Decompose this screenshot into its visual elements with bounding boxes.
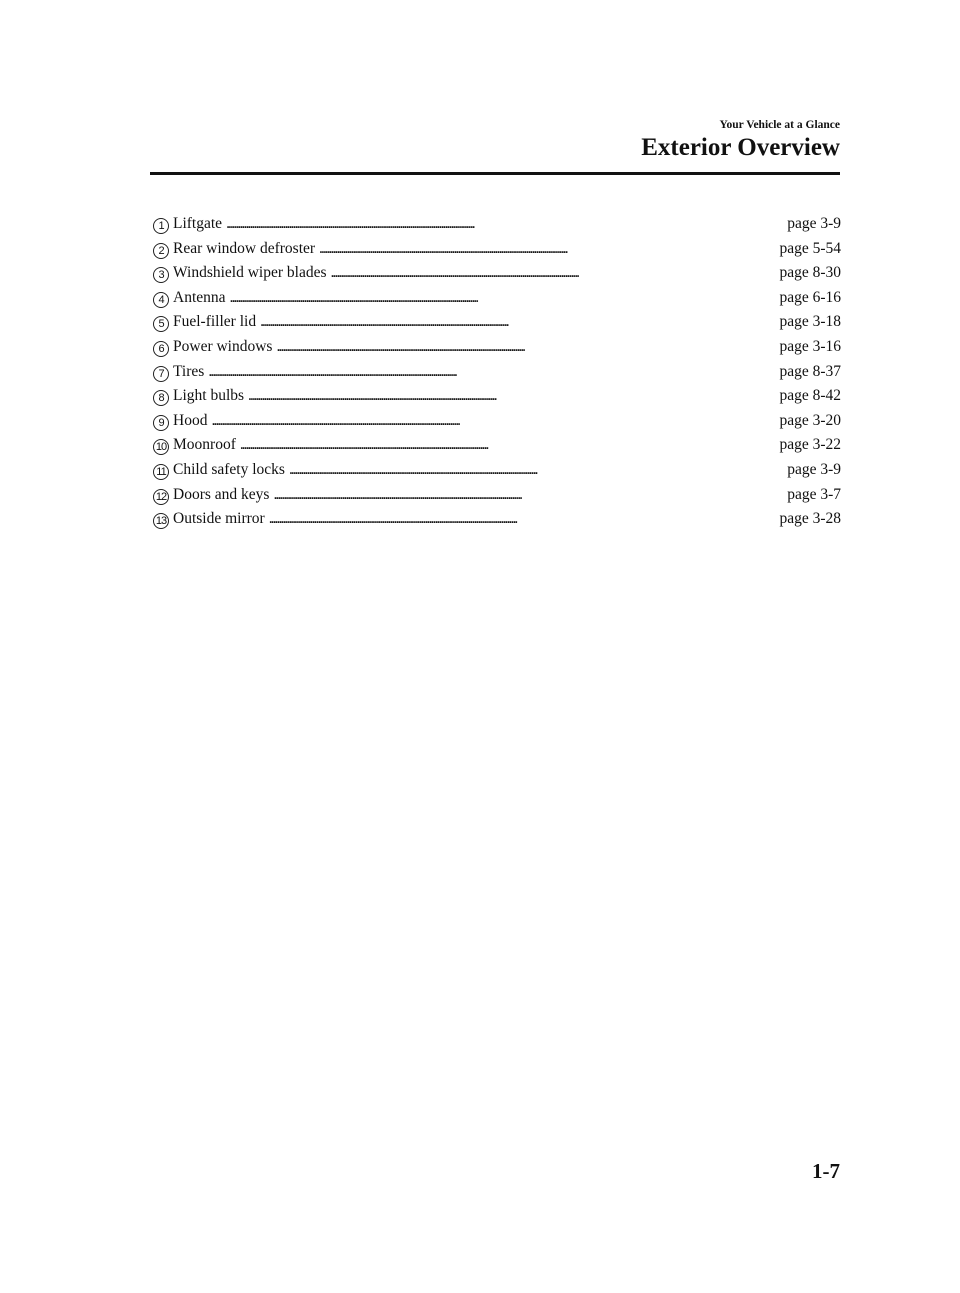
item-page-ref: page 3-18 [779, 313, 841, 331]
item-number-badge: 3 [153, 267, 169, 283]
list-item [153, 261, 841, 286]
list-item [153, 212, 841, 237]
item-label: Liftgate [173, 215, 223, 232]
item-label: Hood [173, 411, 208, 429]
list-item [153, 409, 841, 434]
dot-leader [248, 384, 775, 409]
dot-leader [226, 212, 783, 237]
dot-leader [330, 261, 775, 286]
list-item [153, 335, 841, 360]
dot-leader [273, 483, 783, 508]
item-number-badge: 7 [153, 366, 169, 382]
item-number-badge: 4 [153, 292, 169, 308]
item-page-ref: page 3-20 [779, 411, 841, 429]
item-number-badge: 5 [153, 316, 169, 332]
header-divider [150, 172, 840, 175]
item-page-ref: page 3-28 [779, 510, 841, 528]
item-label: Antenna [173, 288, 226, 306]
section-label: Your Vehicle at a Glance [719, 119, 840, 131]
list-item [153, 286, 841, 311]
list-item [153, 507, 841, 532]
item-page-ref: page 6-16 [779, 288, 841, 306]
item-label: Child safety locks [173, 460, 285, 478]
dot-leader [289, 458, 783, 483]
list-item [153, 384, 841, 409]
item-label: Rear window defroster [173, 239, 316, 257]
header-section [641, 118, 840, 163]
item-label: Doors and keys [173, 485, 270, 503]
reference-list [153, 212, 841, 532]
dot-leader [208, 360, 775, 385]
item-label: Windshield wiper blades [173, 264, 327, 282]
dot-leader [319, 237, 775, 262]
item-number-badge: 10 [153, 439, 169, 455]
item-label: Outside mirror [173, 510, 265, 528]
list-item [153, 483, 841, 508]
list-item [153, 237, 841, 262]
list-item [153, 310, 841, 335]
item-page-ref: page 3-16 [779, 337, 841, 355]
dot-leader [260, 310, 775, 335]
item-number-badge: 13 [153, 513, 169, 529]
list-item [153, 433, 841, 458]
page-number: 1-7 [812, 1159, 840, 1183]
item-label: Power windows [173, 337, 273, 355]
item-label: Moonroof [173, 436, 236, 454]
item-page-ref: page 8-42 [779, 387, 841, 405]
item-number-badge: 9 [153, 415, 169, 431]
item-label: Fuel-filler lid [173, 313, 257, 331]
item-page-ref: page 3-7 [787, 485, 841, 503]
item-page-ref: page 8-37 [779, 362, 841, 380]
item-number-badge: 6 [153, 341, 169, 357]
item-page-ref: page 3-9 [787, 460, 841, 478]
page-title: Exterior Overview [641, 134, 840, 161]
item-number-badge: 1 [153, 218, 169, 234]
item-number-badge: 12 [153, 489, 169, 505]
dot-leader [230, 286, 776, 311]
dot-leader [276, 335, 775, 360]
item-page-ref: page 3-9 [787, 215, 841, 232]
item-page-ref: page 5-54 [779, 239, 841, 257]
dot-leader [240, 433, 776, 458]
item-page-ref: page 3-22 [779, 436, 841, 454]
dot-leader [211, 409, 775, 434]
list-item [153, 360, 841, 385]
item-number-badge: 8 [153, 390, 169, 406]
item-label: Tires [173, 362, 205, 380]
dot-leader [269, 507, 776, 532]
item-label: Light bulbs [173, 387, 245, 405]
item-page-ref: page 8-30 [779, 264, 841, 282]
list-item [153, 458, 841, 483]
item-number-badge: 2 [153, 243, 169, 259]
item-number-badge: 11 [153, 464, 169, 480]
